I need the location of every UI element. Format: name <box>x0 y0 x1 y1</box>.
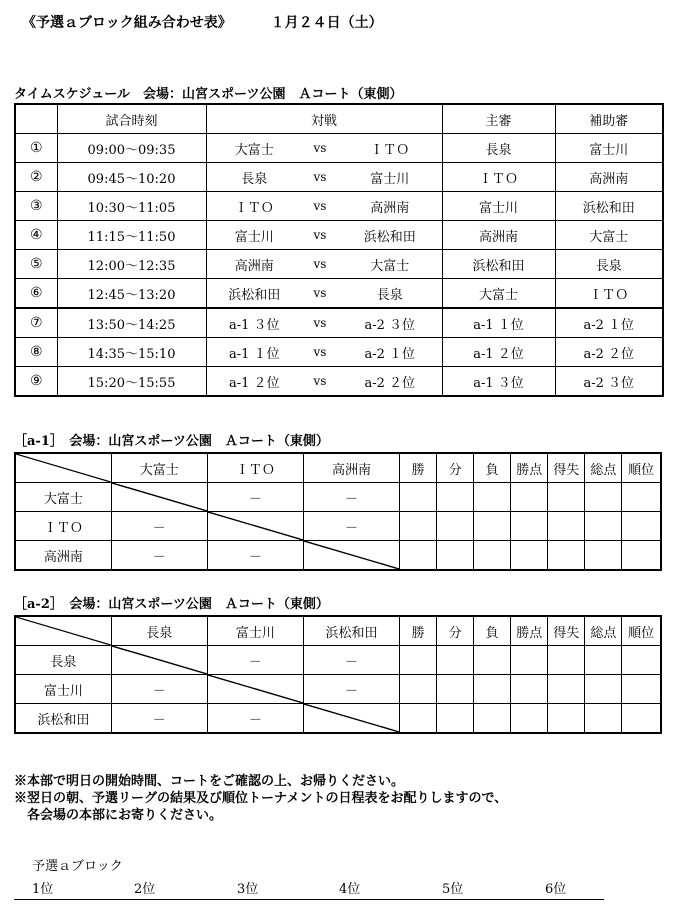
league-col-team: ＩＴＯ <box>207 453 303 483</box>
header-match: 対戦 <box>206 104 442 134</box>
ranking-place-3: 3位 <box>237 882 259 897</box>
league-result-cell: － <box>207 704 303 734</box>
league-result-cell: － <box>111 541 207 571</box>
league-row-team: 大富士 <box>15 483 111 512</box>
league-header-row <box>15 616 661 646</box>
league-row-team: 高洲南 <box>15 541 111 571</box>
league-stat-header: 勝点 <box>511 453 548 483</box>
league-self-cell <box>303 541 399 571</box>
ranking-place-1: 1位 <box>32 882 54 897</box>
league-stat-header: 得失 <box>548 616 585 646</box>
league-row <box>15 675 661 704</box>
league-stat-cell <box>437 512 474 541</box>
league-stat-cell <box>622 541 661 571</box>
league2-heading: ［a-2］ 会場：山宮スポーツ公園 Ａコート（東側） <box>14 597 329 612</box>
league-self-cell <box>207 512 303 541</box>
league-stat-cell <box>437 675 474 704</box>
match-team2: a-2 ３位 <box>338 308 442 338</box>
match-team2: ＩＴＯ <box>338 134 442 163</box>
match-team1: a-1 ３位 <box>206 308 302 338</box>
league-stat-cell <box>548 512 585 541</box>
league-result-cell: － <box>111 675 207 704</box>
match-time: 09:45～10:20 <box>57 163 206 192</box>
match-team2: 長泉 <box>338 279 442 309</box>
header-number <box>15 104 57 134</box>
match-number: ② <box>15 163 57 192</box>
ranking-line <box>14 899 604 900</box>
schedule-header-row <box>15 104 663 134</box>
schedule-table <box>14 103 664 397</box>
league-self-cell <box>207 675 303 704</box>
league-stat-header: 順位 <box>622 616 661 646</box>
league-stat-cell <box>585 483 622 512</box>
match-time: 14:35～15:10 <box>57 338 206 367</box>
schedule-row <box>15 163 663 192</box>
league2-table <box>14 615 662 734</box>
match-assistant: 浜松和田 <box>555 192 663 221</box>
league-corner-cell <box>15 453 111 483</box>
league-stat-cell <box>437 541 474 571</box>
league-stat-header: 総点 <box>585 453 622 483</box>
ranking-place-6: 6位 <box>545 882 567 897</box>
league-stat-cell <box>400 541 437 571</box>
league-stat-cell <box>585 541 622 571</box>
schedule-row <box>15 221 663 250</box>
match-team1: 大富士 <box>206 134 302 163</box>
match-vs: vs <box>302 308 338 338</box>
league-row-team: 富士川 <box>15 675 111 704</box>
league-stat-cell <box>400 704 437 734</box>
league-stat-cell <box>585 704 622 734</box>
league-stat-header: 順位 <box>622 453 661 483</box>
match-time: 09:00～09:35 <box>57 134 206 163</box>
match-assistant: 高洲南 <box>555 163 663 192</box>
league-row-team: ＩＴＯ <box>15 512 111 541</box>
league-result-cell: － <box>303 675 399 704</box>
league-stat-header: 総点 <box>585 616 622 646</box>
match-team2: 富士川 <box>338 163 442 192</box>
league-stat-cell <box>437 646 474 675</box>
match-number: ③ <box>15 192 57 221</box>
league-row <box>15 646 661 675</box>
match-team1: a-1 １位 <box>206 338 302 367</box>
league-row <box>15 483 661 512</box>
league-self-cell <box>303 704 399 734</box>
match-referee: 浜松和田 <box>442 250 555 279</box>
match-team1: 長泉 <box>206 163 302 192</box>
match-time: 12:00～12:35 <box>57 250 206 279</box>
league-row-team: 長泉 <box>15 646 111 675</box>
match-team2: a-2 １位 <box>338 338 442 367</box>
match-number: ① <box>15 134 57 163</box>
match-referee: 長泉 <box>442 134 555 163</box>
league-stat-cell <box>585 512 622 541</box>
note-line: ※翌日の朝、予選リーグの結果及び順位トーナメントの日程表をお配りしますので、 <box>14 791 508 806</box>
league-result-cell: － <box>207 483 303 512</box>
match-team1: 高洲南 <box>206 250 302 279</box>
league-col-team: 高洲南 <box>303 453 399 483</box>
league-stat-cell <box>437 704 474 734</box>
match-team1: 富士川 <box>206 221 302 250</box>
league-col-team: 浜松和田 <box>303 616 399 646</box>
league-stat-header: 分 <box>437 453 474 483</box>
league-stat-cell <box>548 646 585 675</box>
match-time: 12:45～13:20 <box>57 279 206 309</box>
league-stat-header: 負 <box>474 453 511 483</box>
match-assistant: a-2 ３位 <box>555 367 663 397</box>
league-stat-cell <box>511 646 548 675</box>
match-team2: 高洲南 <box>338 192 442 221</box>
league-self-cell <box>111 483 207 512</box>
match-number: ⑨ <box>15 367 57 397</box>
match-assistant: 大富士 <box>555 221 663 250</box>
match-referee: 高洲南 <box>442 221 555 250</box>
match-team1: a-1 ２位 <box>206 367 302 397</box>
match-referee: 大富士 <box>442 279 555 309</box>
league-stat-cell <box>511 483 548 512</box>
league-header-row <box>15 453 661 483</box>
league-stat-cell <box>622 646 661 675</box>
match-time: 11:15～11:50 <box>57 221 206 250</box>
ranking-place-5: 5位 <box>442 882 464 897</box>
league-stat-cell <box>622 483 661 512</box>
match-referee: 富士川 <box>442 192 555 221</box>
header-referee: 主審 <box>442 104 555 134</box>
league-result-cell: － <box>111 512 207 541</box>
schedule-row <box>15 134 663 163</box>
match-time: 15:20～15:55 <box>57 367 206 397</box>
league-stat-cell <box>474 512 511 541</box>
match-assistant: a-2 ２位 <box>555 338 663 367</box>
match-assistant: 富士川 <box>555 134 663 163</box>
match-team2: 大富士 <box>338 250 442 279</box>
league-result-cell: － <box>303 512 399 541</box>
league-stat-cell <box>400 646 437 675</box>
league-row-team: 浜松和田 <box>15 704 111 734</box>
match-vs: vs <box>302 279 338 309</box>
league-row <box>15 512 661 541</box>
schedule-row <box>15 192 663 221</box>
schedule-heading: タイムスケジュール 会場：山宮スポーツ公園 Ａコート（東側） <box>14 87 403 102</box>
match-team2: 浜松和田 <box>338 221 442 250</box>
league-stat-header: 分 <box>437 616 474 646</box>
match-number: ⑥ <box>15 279 57 309</box>
league-stat-cell <box>622 675 661 704</box>
league-stat-cell <box>474 541 511 571</box>
match-referee: a-1 ２位 <box>442 338 555 367</box>
league-col-team: 大富士 <box>111 453 207 483</box>
league-stat-header: 勝 <box>400 616 437 646</box>
league-result-cell: － <box>303 483 399 512</box>
match-vs: vs <box>302 338 338 367</box>
league-stat-cell <box>474 704 511 734</box>
league-stat-cell <box>622 512 661 541</box>
title-date: １月２４日（土） <box>270 15 383 31</box>
league-stat-cell <box>622 704 661 734</box>
league-stat-cell <box>548 675 585 704</box>
league-col-team: 長泉 <box>111 616 207 646</box>
league-row <box>15 541 661 571</box>
match-assistant: ＩＴＯ <box>555 279 663 309</box>
match-referee: a-1 ３位 <box>442 367 555 397</box>
match-vs: vs <box>302 367 338 397</box>
league-stat-cell <box>400 675 437 704</box>
match-number: ⑧ <box>15 338 57 367</box>
schedule-row <box>15 308 663 338</box>
note-line: 各会場の本部にお寄りください。 <box>14 808 223 823</box>
league-stat-cell <box>548 483 585 512</box>
match-referee: ＩＴＯ <box>442 163 555 192</box>
league-stat-cell <box>511 512 548 541</box>
league-stat-cell <box>474 483 511 512</box>
league-result-cell: － <box>303 646 399 675</box>
header-assistant: 補助審 <box>555 104 663 134</box>
league-stat-cell <box>474 646 511 675</box>
match-vs: vs <box>302 192 338 221</box>
note-line: ※本部で明日の開始時間、コートをご確認の上、お帰りください。 <box>14 774 405 789</box>
schedule-row <box>15 279 663 309</box>
match-vs: vs <box>302 250 338 279</box>
match-vs: vs <box>302 221 338 250</box>
league-stat-cell <box>400 483 437 512</box>
league-row <box>15 704 661 734</box>
league-corner-cell <box>15 616 111 646</box>
page-title <box>22 12 383 32</box>
league-col-team: 富士川 <box>207 616 303 646</box>
match-referee: a-1 １位 <box>442 308 555 338</box>
league1-table <box>14 452 662 571</box>
league-result-cell: － <box>207 646 303 675</box>
league-result-cell: － <box>207 541 303 571</box>
league-stat-cell <box>400 512 437 541</box>
match-number: ⑦ <box>15 308 57 338</box>
ranking-place-4: 4位 <box>339 882 361 897</box>
match-team1: 浜松和田 <box>206 279 302 309</box>
league-stat-cell <box>511 704 548 734</box>
schedule-row <box>15 338 663 367</box>
match-number: ⑤ <box>15 250 57 279</box>
league-stat-cell <box>511 675 548 704</box>
match-team1: ＩＴＯ <box>206 192 302 221</box>
match-vs: vs <box>302 163 338 192</box>
league-stat-header: 負 <box>474 616 511 646</box>
notes <box>14 773 507 824</box>
league-stat-cell <box>474 675 511 704</box>
league-stat-cell <box>548 704 585 734</box>
league-stat-cell <box>437 483 474 512</box>
match-time: 10:30～11:05 <box>57 192 206 221</box>
league-stat-cell <box>585 646 622 675</box>
title-main: 《予選ａブロック組み合わせ表》 <box>22 15 232 31</box>
league-stat-cell <box>585 675 622 704</box>
league-result-cell: － <box>111 704 207 734</box>
match-number: ④ <box>15 221 57 250</box>
header-time: 試合時刻 <box>57 104 206 134</box>
ranking-place-2: 2位 <box>134 882 156 897</box>
league-self-cell <box>111 646 207 675</box>
league1-heading: ［a-1］ 会場：山宮スポーツ公園 Ａコート（東側） <box>14 434 329 449</box>
league-stat-header: 得失 <box>548 453 585 483</box>
league-stat-cell <box>511 541 548 571</box>
match-vs: vs <box>302 134 338 163</box>
schedule-row <box>15 367 663 397</box>
ranking-label: 予選ａブロック <box>32 859 123 874</box>
league-stat-header: 勝 <box>400 453 437 483</box>
schedule-row <box>15 250 663 279</box>
league-stat-cell <box>548 541 585 571</box>
match-team2: a-2 ２位 <box>338 367 442 397</box>
league-stat-header: 勝点 <box>511 616 548 646</box>
match-time: 13:50～14:25 <box>57 308 206 338</box>
match-assistant: a-2 １位 <box>555 308 663 338</box>
match-assistant: 長泉 <box>555 250 663 279</box>
